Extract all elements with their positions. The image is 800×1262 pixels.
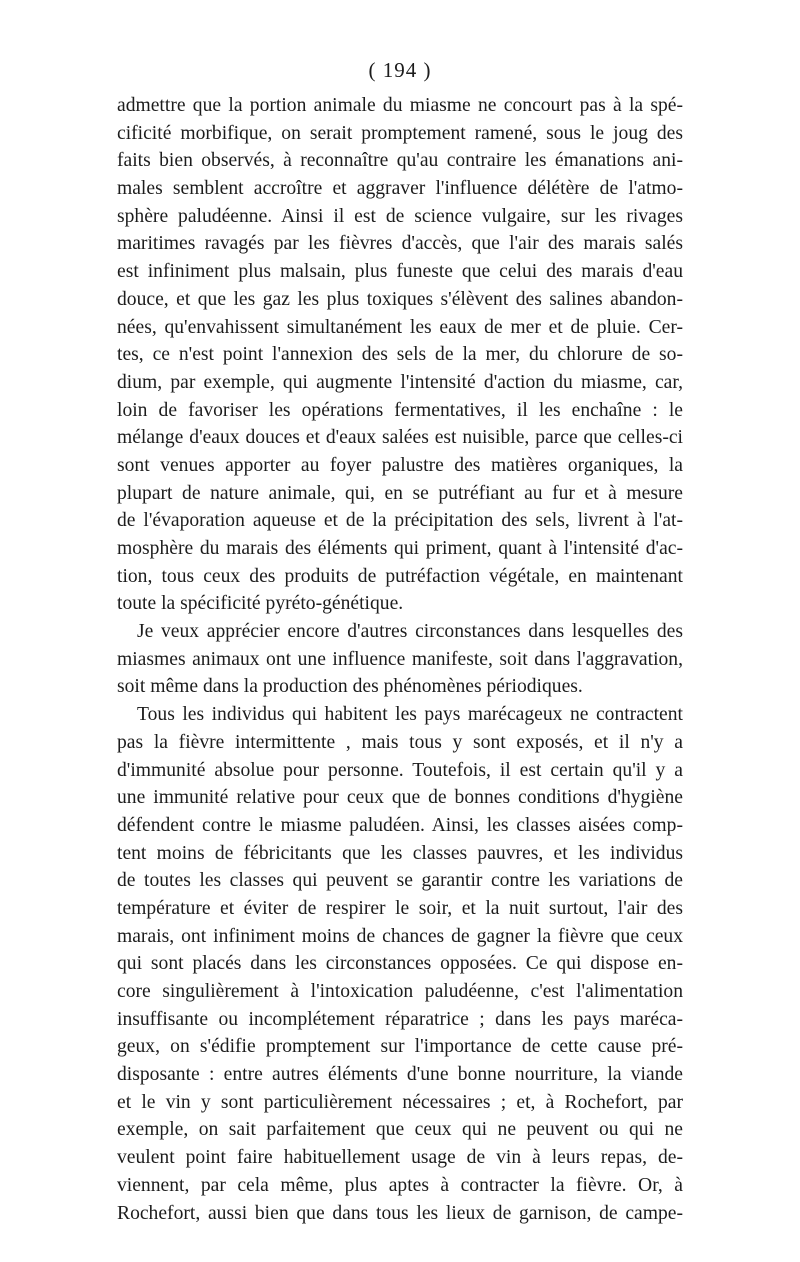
- text-line: douce, et que les gaz les plus toxiques s'élèvent des salines abandon-: [117, 288, 683, 310]
- paragraph: [117, 92, 683, 618]
- text-line: nées, qu'envahissent simultanément les eaux de mer et de pluie. Cer-: [117, 316, 683, 338]
- text-line: disposante : entre autres éléments d'une bonne nourriture, la viande: [117, 1064, 683, 1086]
- text-line: geux, on s'édifie promptement sur l'importance de cette cause pré-: [117, 1036, 683, 1058]
- text-line: une immunité relative pour ceux que de bonnes conditions d'hygiène: [117, 787, 683, 809]
- text-line: qui sont placés dans les circonstances opposées. Ce qui dispose en-: [117, 953, 683, 975]
- text-line: marais, ont infiniment moins de chances de gagner la fièvre que ceux: [117, 925, 683, 947]
- text-line: admettre que la portion animale du miasme ne concourt pas à la spé-: [117, 95, 683, 116]
- text-line: tent moins de fébricitants que les classes pauvres, et les individus: [117, 842, 683, 864]
- text-line: mélange d'eaux douces et d'eaux salées est nuisible, parce que celles-ci: [117, 427, 683, 449]
- paragraph: [117, 701, 683, 1227]
- text-line: miasmes animaux ont une influence manifeste, soit dans l'aggravation,: [117, 648, 683, 670]
- text-line: Rochefort, aussi bien que dans tous les lieux de garnison, de campe-: [117, 1202, 683, 1224]
- paragraph: [117, 618, 683, 701]
- body-text: [117, 92, 683, 1227]
- text-line: soit même dans la production des phénomènes périodiques.: [117, 676, 583, 698]
- text-line: sphère paludéenne. Ainsi il est de science vulgaire, sur les rivages: [117, 205, 683, 227]
- text-line: d'immunité absolue pour personne. Toutefois, il est certain qu'il y a: [117, 759, 683, 781]
- text-line: tion, tous ceux des produits de putréfaction végétale, en maintenant: [117, 565, 683, 587]
- text-line: de l'évaporation aqueuse et de la précipitation des sels, livrent à l'at-: [117, 510, 683, 532]
- text-line: défendent contre le miasme paludéen. Ainsi, les classes aisées comp-: [117, 814, 683, 836]
- text-line: Je veux apprécier encore d'autres circonstances dans lesquelles des: [137, 621, 683, 643]
- text-line: viennent, par cela même, plus aptes à contracter la fièvre. Or, à: [117, 1174, 683, 1196]
- text-line: cificité morbifique, on serait promptement ramené, sous le joug des: [117, 122, 683, 144]
- text-line: plupart de nature animale, qui, en se putréfiant au fur et à mesure: [117, 482, 683, 504]
- text-line: et le vin y sont particulièrement nécessaires ; et, à Rochefort, par: [117, 1091, 683, 1113]
- text-line: Tous les individus qui habitent les pays marécageux ne contractent: [137, 704, 683, 726]
- text-line: core singulièrement à l'intoxication paludéenne, c'est l'alimentation: [117, 981, 683, 1002]
- page-number: ( 194 ): [368, 58, 432, 82]
- text-line: veulent point faire habituellement usage de vin à leurs repas, de-: [117, 1147, 683, 1169]
- text-line: température et éviter de respirer le soir, et la nuit surtout, l'air des: [117, 897, 683, 919]
- text-line: est infiniment plus malsain, plus funeste que celui des marais d'eau: [117, 261, 683, 283]
- text-line: tes, ce n'est point l'annexion des sels de la mer, du chlorure de so-: [117, 344, 683, 366]
- text-line: maritimes ravagés par les fièvres d'accès, que l'air des marais salés: [117, 233, 683, 255]
- text-line: pas la fièvre intermittente , mais tous y sont exposés, et il n'y a: [117, 731, 683, 753]
- text-line: mosphère du marais des éléments qui priment, quant à l'intensité d'ac-: [117, 538, 683, 559]
- text-line: dium, par exemple, qui augmente l'intensité d'action du miasme, car,: [117, 371, 683, 393]
- text-line: exemple, on sait parfaitement que ceux qui ne peuvent ou qui ne: [117, 1119, 683, 1141]
- text-line: loin de favoriser les opérations fermentatives, il les enchaîne : le: [117, 399, 683, 421]
- text-line: sont venues apporter au foyer palustre des matières organiques, la: [117, 454, 683, 476]
- text-line: males semblent accroître et aggraver l'influence délétère de l'atmo-: [117, 178, 683, 200]
- text-line: toute la spécificité pyréto-génétique.: [117, 593, 404, 615]
- text-line: faits bien observés, à reconnaître qu'au contraire les émanations ani-: [117, 150, 683, 172]
- text-line: de toutes les classes qui peuvent se garantir contre les variations de: [117, 870, 683, 892]
- text-line: insuffisante ou incomplétement réparatrice ; dans les pays maréca-: [117, 1008, 683, 1030]
